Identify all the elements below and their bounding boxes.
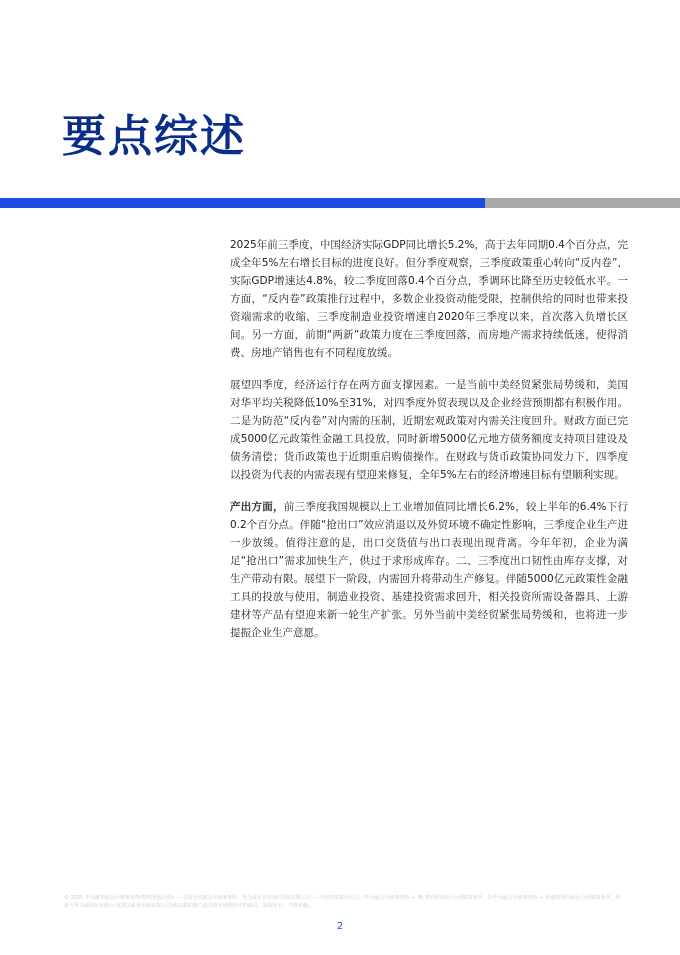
header-band-blue [0, 198, 485, 208]
paragraph-output-body: 前三季度我国规模以上工业增加值同比增长6.2%，较上半年的6.4%下行0.2个百分点。伴随“抢出口”效应消退以及外贸环境不确定性影响，三季度企业生产进一步放缓。值得注意的是，出口交货值与出口表现出现背离。今年年初，企业为满足“抢出口”需求加快生产，供过于求形成库存。二、三季度出口韧性由库存支撑，对生产带动有限。展望下一阶段，内需回升将带动生产修复。伴随5000亿元政策性金融工具的投放与使用，制造业投资、基建投资需求回升，相关投资所需设备器具、上游建材等产品有望迎来新一轮生产扩张。另外当前中美经贸紧张局势缓和，也将进一步提振企业生产意愿。 [230, 501, 628, 639]
footer-disclaimer: © 2025 毕马威华振会计师事务所(特殊普通合伙) — 中国合伙制会计师事务所，毕马威企业咨询(中国)有限公司 — 中国有限责任公司，毕马威会计师事务所 — 澳门特别行政区合伙制事务所，及毕马威会计师事务所 — 香港特别行政区合伙制事务所，均是与毕马威国际有限公司(英国私营担保有限公司)相关联的独立成员所全球组织中的成员。版权所有，不得转载。 [64, 895, 621, 909]
page-number: 2 [336, 921, 344, 932]
body-text [230, 236, 628, 656]
page-title: 要点综述 [62, 111, 246, 162]
paragraph-outlook: 展望四季度，经济运行存在两方面支撑因素。一是当前中美经贸紧张局势缓和，美国对华平均关税降低10%至31%，对四季度外贸表现以及企业经营预期都有积极作用。二是为防范“反内卷”对内需的压制，近期宏观政策对内需关注度回升。财政方面已完成5000亿元政策性金融工具投放，同时新增5000亿元地方债务额度支持项目建设及债务清偿；货币政策也于近期重启购债操作。在财政与货币政策协同发力下，四季度以投资为代表的内需表现有望迎来修复，全年5%左右的经济增速目标有望顺利实现。 [230, 379, 628, 481]
paragraph-output [230, 498, 628, 642]
paragraph-output-lead: 产出方面， [230, 501, 284, 513]
paragraph-overview: 2025年前三季度，中国经济实际GDP同比增长5.2%，高于去年同期0.4个百分点，完成全年5%左右增长目标的进度良好。但分季度观察，三季度政策重心转向“反内卷”，实际GDP增速达4.8%，较二季度回落0.4个百分点，季调环比降至历史较低水平。一方面，“反内卷”政策推行过程中，多数企业投资动能受限，控制供给的同时也带来投资端需求的收缩，三季度制造业投资增速自2020年三季度以来，首次落入负增长区间。另一方面，前期“两新”政策力度在三季度回落，而房地产需求持续低迷，使得消费、房地产销售也有不同程度放缓。 [230, 239, 628, 359]
header-band-gray [485, 198, 680, 208]
